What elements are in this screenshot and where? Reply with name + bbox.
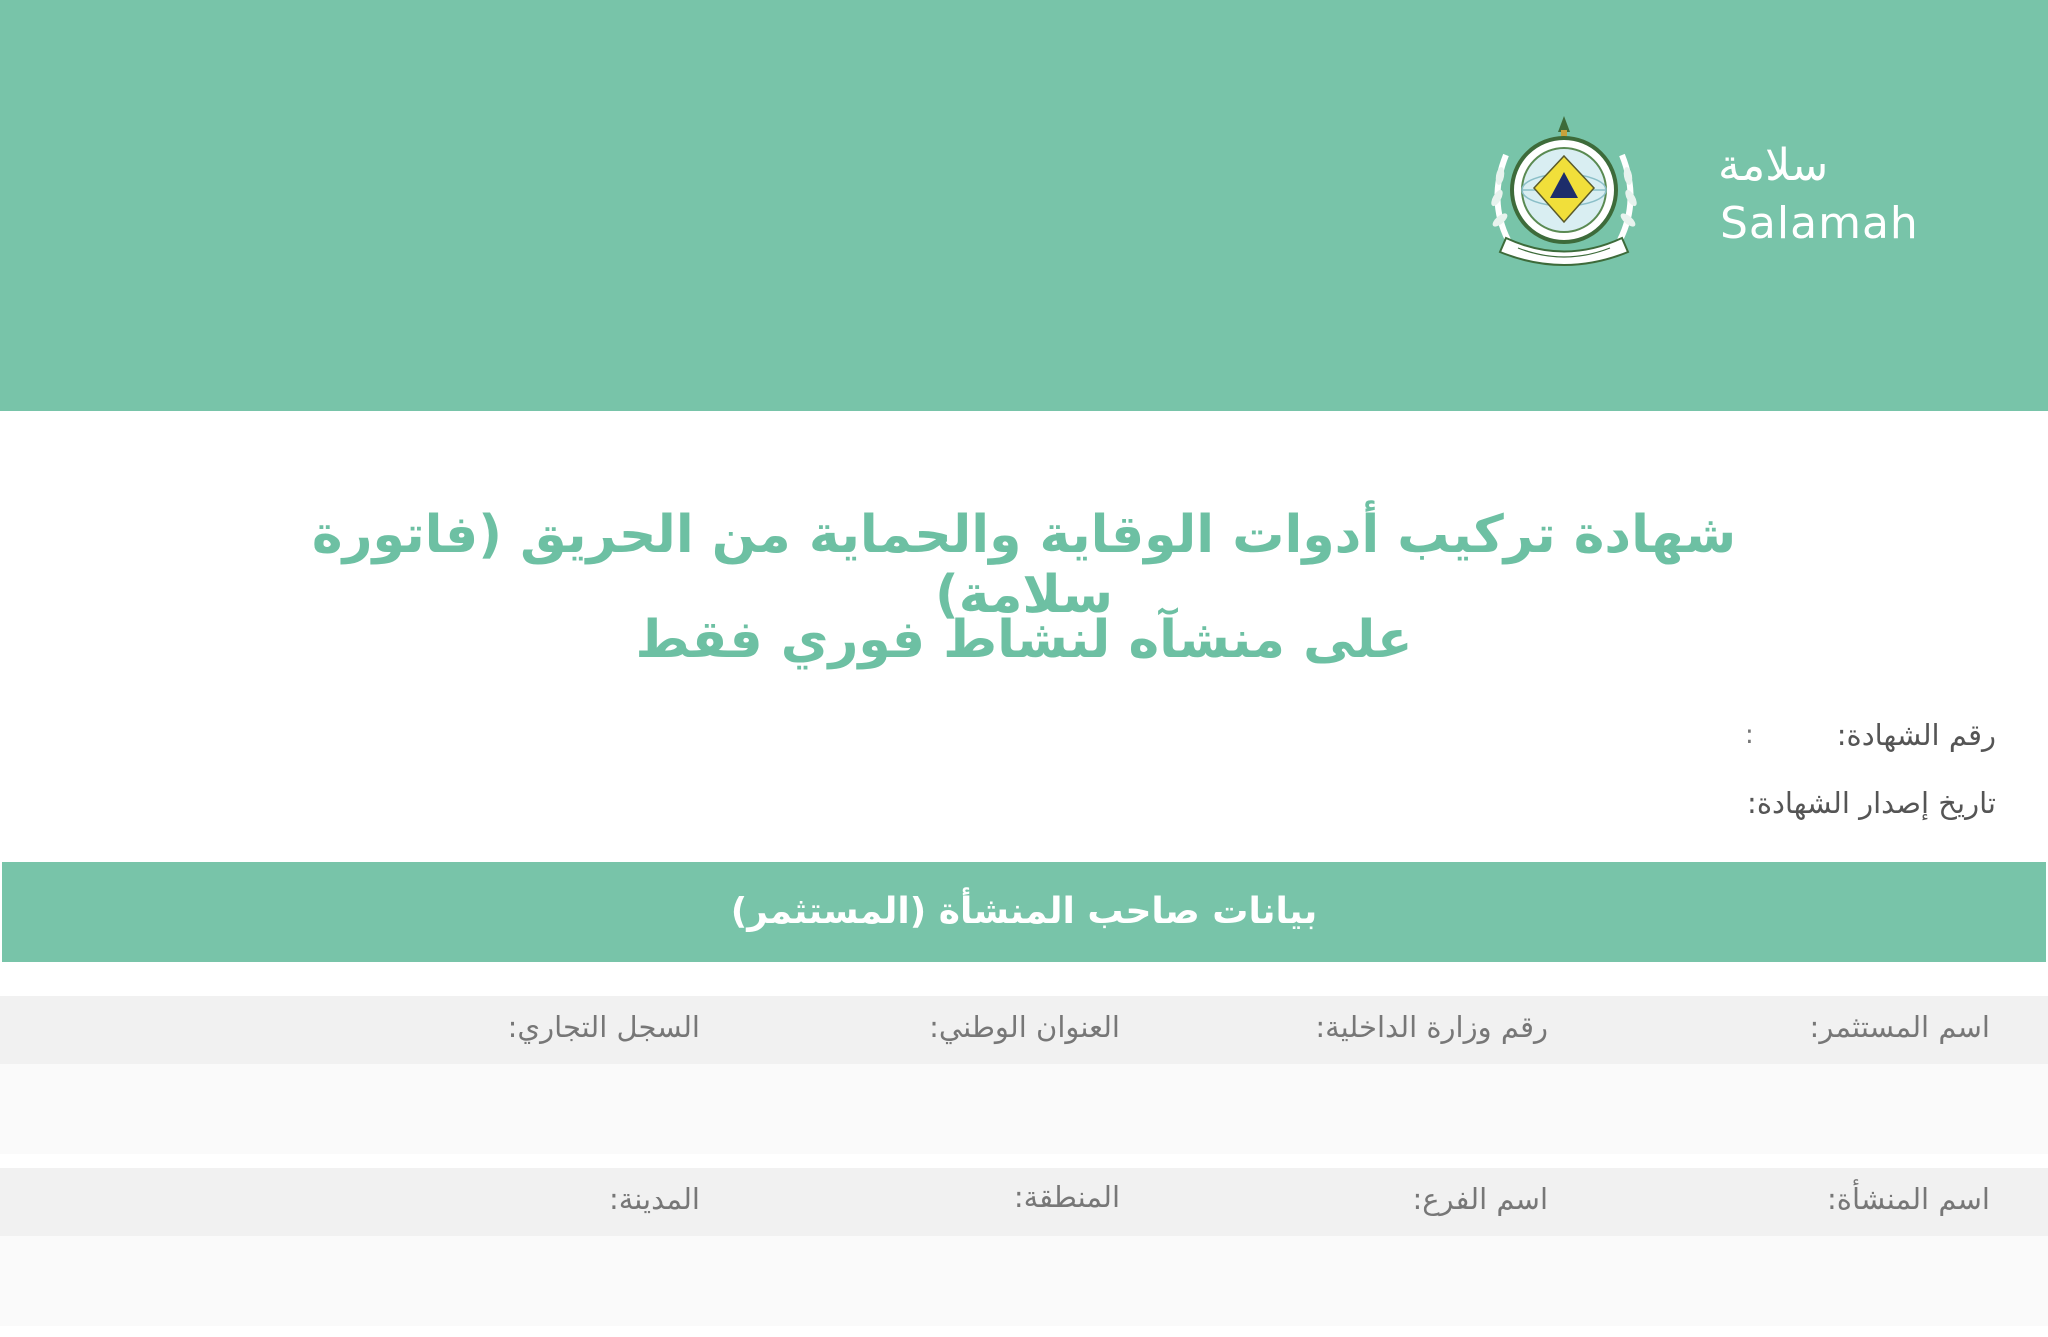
- brand-name-arabic: سلامة: [1718, 140, 1829, 191]
- civil-defense-emblem-icon: [1478, 110, 1650, 275]
- brand-name-english: Salamah: [1720, 198, 1919, 249]
- certificate-title-line1: [0, 505, 2048, 625]
- certificate-number-label: رقم الشهادة:: [1836, 718, 1996, 752]
- national-address-label: العنوان الوطني:: [929, 1010, 1120, 1044]
- owner-section-header: بيانات صاحب المنشأة (المستثمر): [2, 862, 2046, 962]
- owner-row2-values: [0, 1236, 2048, 1326]
- owner-row1-labels: [0, 996, 2048, 1064]
- header-banner: [0, 0, 2048, 411]
- certificate-title-line2: على منشآه لنشاط فوري فقط: [635, 610, 1413, 670]
- facility-name-label: اسم المنشأة:: [1827, 1182, 1990, 1216]
- branch-name-label: اسم الفرع:: [1412, 1182, 1548, 1216]
- region-label: المنطقة:: [1013, 1180, 1120, 1214]
- city-label: المدينة:: [608, 1182, 700, 1216]
- issue-date-label: تاريخ إصدار الشهادة:: [1747, 786, 1996, 820]
- interior-ministry-number-label: رقم وزارة الداخلية:: [1315, 1010, 1548, 1044]
- owner-row2-labels: [0, 1168, 2048, 1236]
- owner-row1-values: [0, 1064, 2048, 1154]
- certificate-number-value: :: [1745, 720, 1754, 750]
- title-line1-text: شهادة تركيب أدوات الوقاية والحماية من الحريق (فاتورة سلامة): [311, 505, 1737, 625]
- commercial-register-label: السجل التجاري:: [507, 1010, 700, 1044]
- investor-name-label: اسم المستثمر:: [1809, 1010, 1990, 1044]
